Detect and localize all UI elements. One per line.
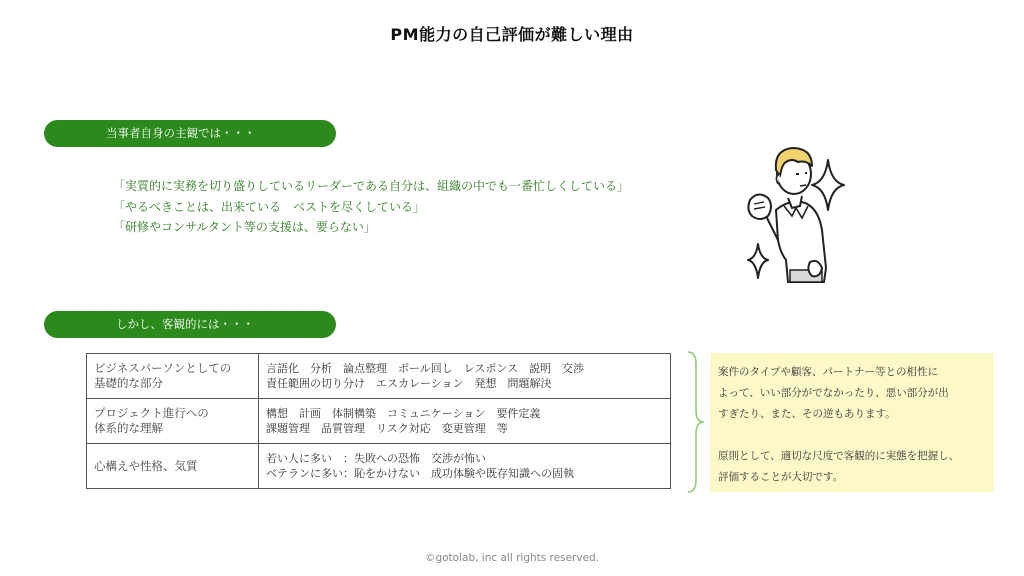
section-heading-objective [44,311,336,338]
note-line: よって、いい部分がでなかったり、悪い部分が出 [718,387,949,399]
category-line: 心構えや性格、気質 [94,458,198,473]
table-row [87,444,671,489]
note-line: 評価することが大切です。 [718,471,844,483]
items-line: 若い人に多い ：失敗への恐怖 交渉が怖い [266,452,486,465]
items-line: 構想 計画 体制構築 コミュニケーション 要件定義 [266,407,541,420]
category-line: プロジェクト進行への [94,406,209,420]
note-line: 案件のタイプや顧客、パートナー等との相性に [718,366,938,378]
category-line: ビジネスパーソンとしての [94,361,232,375]
subjective-quotes [113,176,629,238]
curly-bracket-icon [682,350,706,494]
category-line: 基礎的な部分 [94,376,163,390]
section-heading-label: 当事者自身の主観では・・・ [106,126,256,140]
section-heading-subjective [44,120,336,147]
items-line: 言語化 分析 論点整理 ボール回し レスポンス 説明 交渉 [266,362,585,375]
items-cell [259,444,671,489]
items-line: ベテランに多い：恥をかけない 成功体験や既存知識への固執 [266,467,574,480]
sparkle-icon [748,244,768,278]
section-heading-label: しかし、客観的には・・・ [116,317,254,331]
sparkle-icon [812,160,844,210]
items-line: 責任範囲の切り分け エスカレーション 発想 問題解決 [266,377,552,390]
table-row [87,399,671,444]
table-row [87,354,671,399]
note-line: 原則として、適切な尺度で客観的に実態を把握し、 [718,450,960,462]
category-line: 体系的な理解 [94,421,163,435]
note-box [710,353,994,492]
confident-person-illustration [736,140,852,294]
category-cell [87,444,259,489]
items-cell [259,399,671,444]
quote-line: 「やるべきことは、出来ている ベストを尽くしている」 [113,199,426,214]
category-cell [87,399,259,444]
page-title: PM能力の自己評価が難しい理由 [390,25,634,44]
category-cell [87,354,259,399]
items-cell [259,354,671,399]
quote-line: 「研修やコンサルタント等の支援は、要らない」 [113,220,376,234]
copyright-footer: ©gotolab, inc all rights reserved. [424,552,600,564]
note-line: すぎたり、また、その逆もあります。 [718,408,896,420]
quote-line: 「実質的に実務を切り盛りしているリーダーである自分は、組織の中でも一番忙しくしている」 [113,179,630,193]
capability-table [86,353,671,489]
note-spacer [718,425,986,446]
items-line: 課題管理 品質管理 リスク対応 変更管理 等 [266,422,508,435]
